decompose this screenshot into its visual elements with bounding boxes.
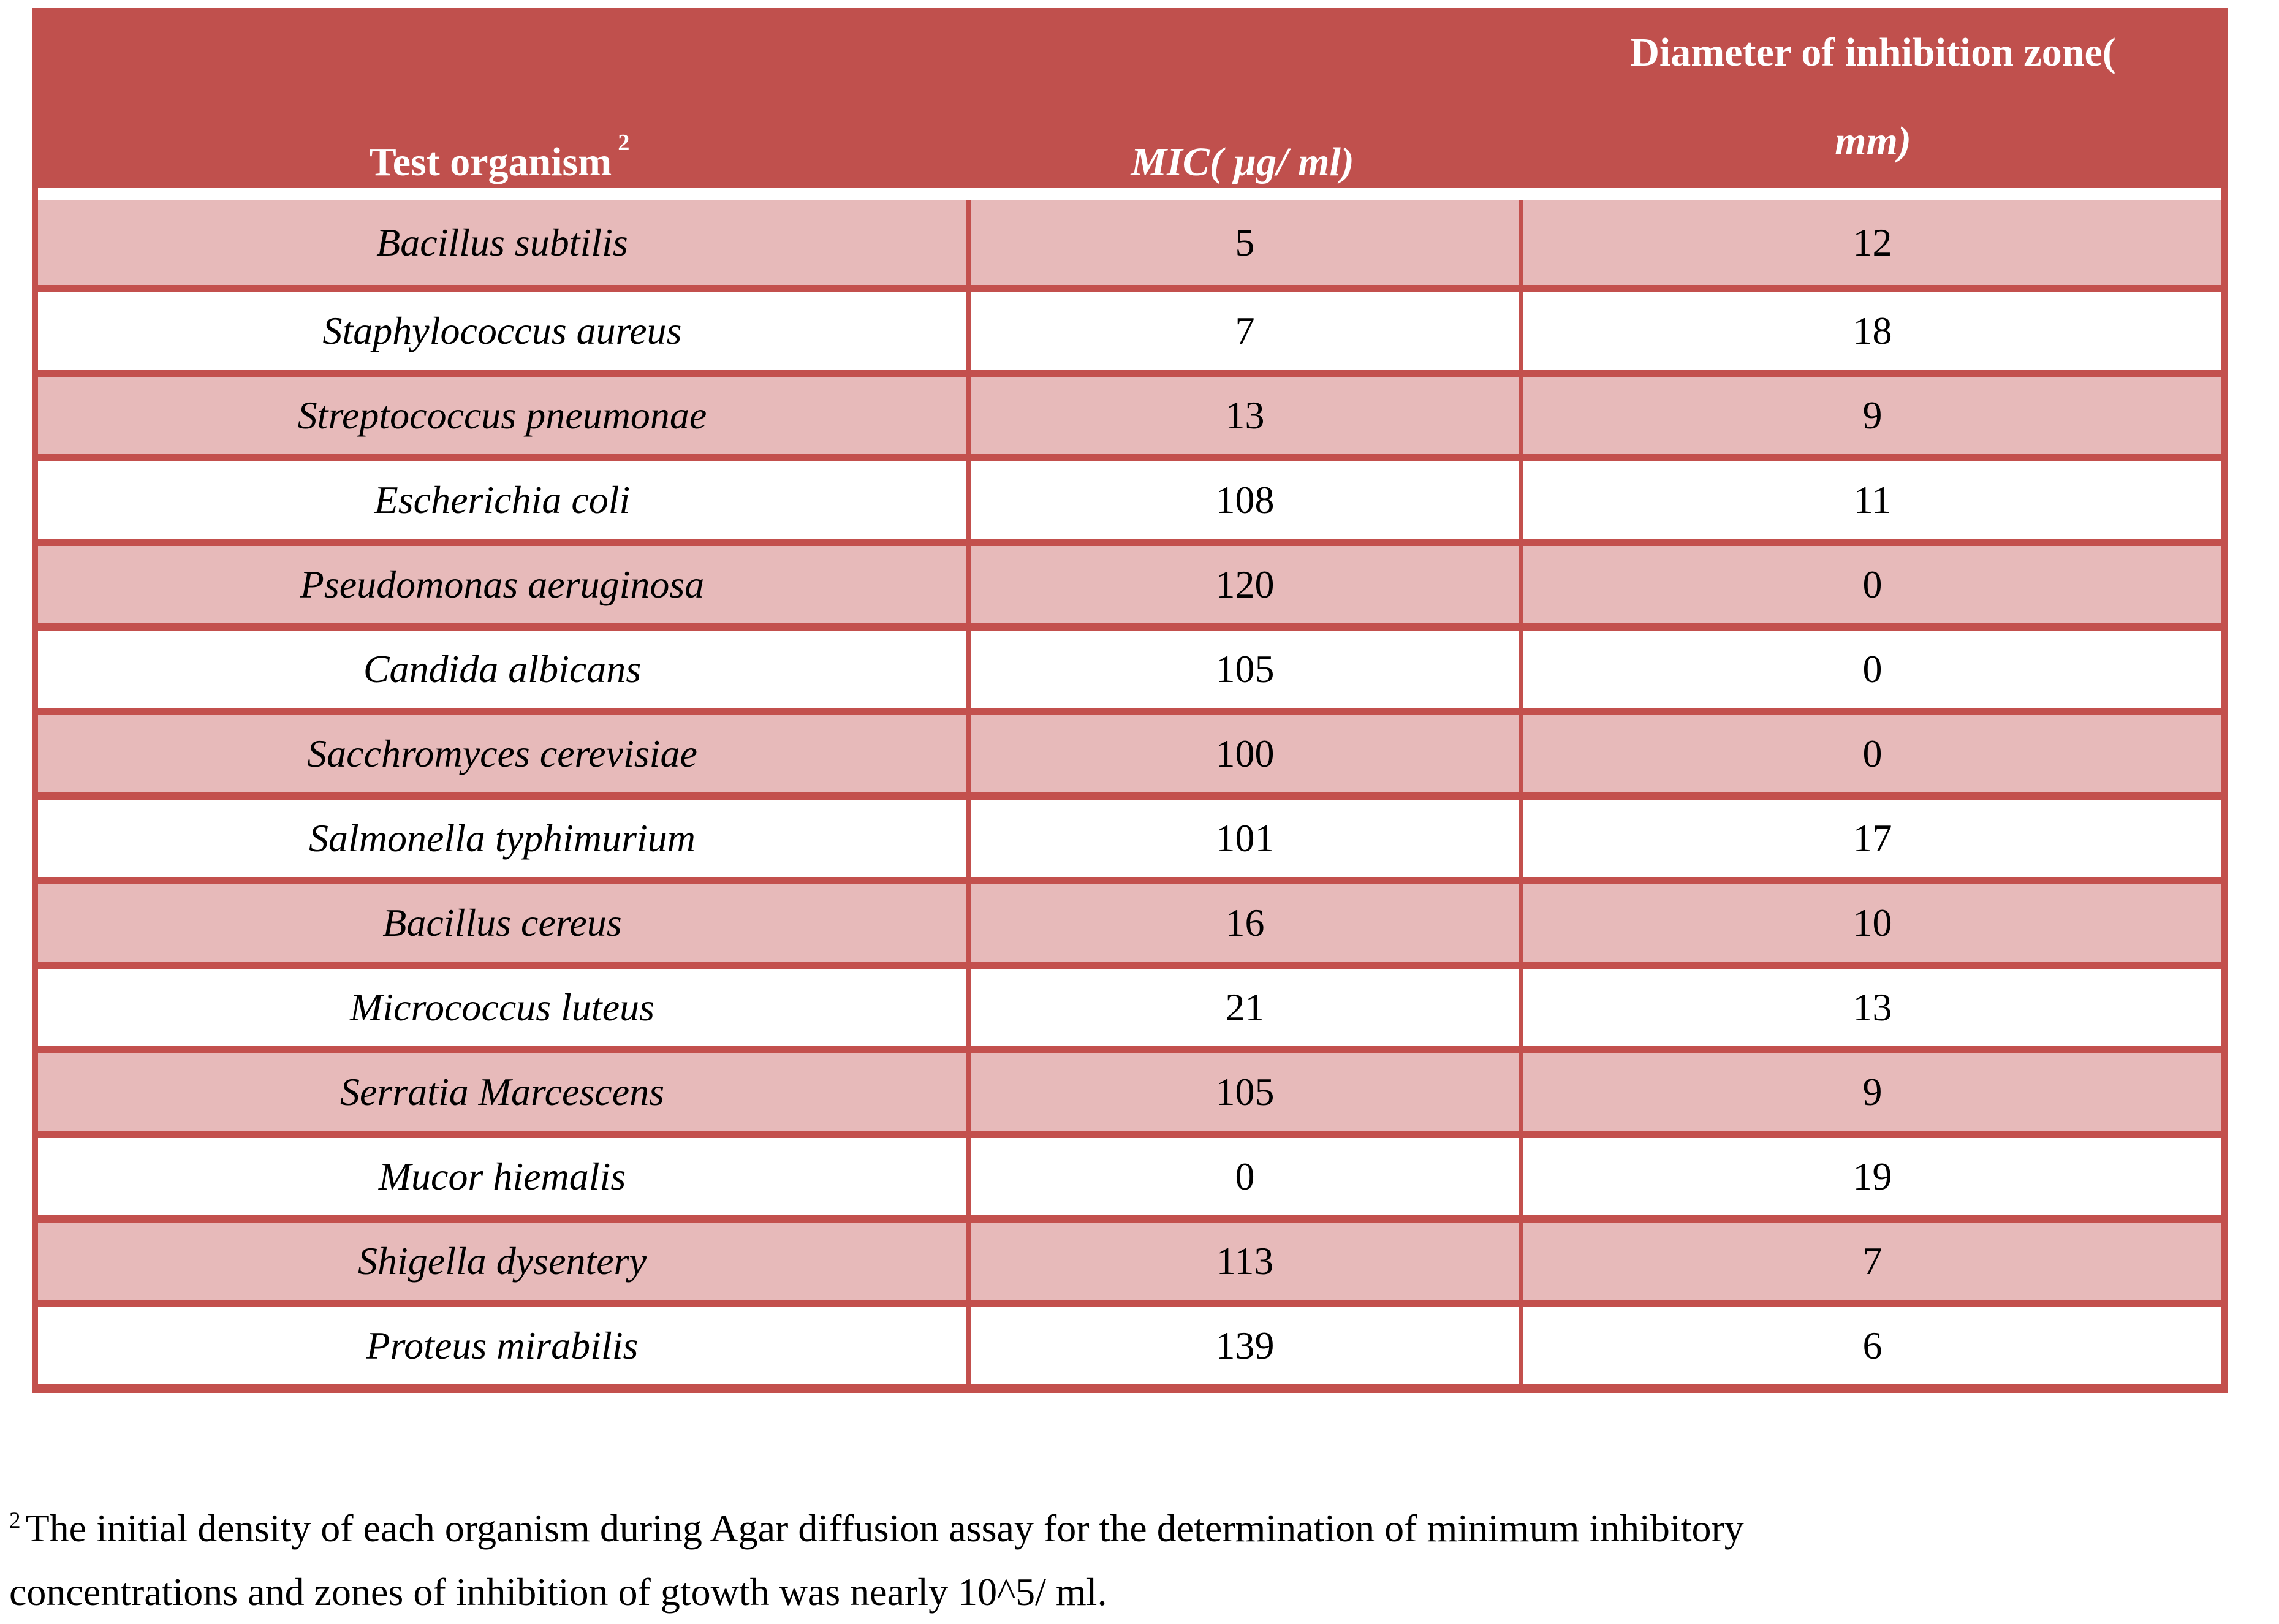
zone-cell: 7 xyxy=(1519,1223,2221,1300)
table-row xyxy=(38,962,2221,1046)
zone-cell: 19 xyxy=(1519,1138,2221,1215)
organism-cell: Mucor hiemalis xyxy=(378,1155,626,1198)
header-mic xyxy=(966,8,1519,202)
header-test-organism-label: Test organism xyxy=(369,140,612,185)
mic-cell: 0 xyxy=(966,1138,1519,1215)
footnote-line-1 xyxy=(9,1497,2273,1560)
organism-cell: Proteus mirabilis xyxy=(366,1324,639,1367)
mic-cell: 5 xyxy=(966,200,1519,285)
table-row xyxy=(38,1300,2221,1384)
organism-cell: Bacillus cereus xyxy=(382,901,622,944)
footnote-text-2: concentrations and zones of inhibition of gtowth was nearly 10^5/ ml. xyxy=(9,1570,1107,1614)
mic-cell: 105 xyxy=(966,631,1519,708)
mic-cell: 105 xyxy=(966,1053,1519,1131)
organism-cell: Salmonella typhimurium xyxy=(308,816,696,860)
table-row xyxy=(38,370,2221,454)
table-row xyxy=(38,877,2221,962)
header-organism-footnote-marker: 2 xyxy=(618,130,630,156)
organism-cell: Bacillus subtilis xyxy=(376,221,628,264)
organism-cell: Escherichia coli xyxy=(374,478,631,522)
mic-cell: 120 xyxy=(966,546,1519,623)
header-mic-label: MIC( µg/ ml) xyxy=(1131,140,1354,185)
mic-cell: 16 xyxy=(966,884,1519,962)
table-row xyxy=(38,1131,2221,1215)
organism-cell: Serratia Marcescens xyxy=(339,1070,665,1114)
zone-cell: 18 xyxy=(1519,292,2221,370)
header-zone-label-line1: Diameter of inhibition zone( xyxy=(1630,30,2116,75)
mic-cell: 13 xyxy=(966,377,1519,454)
table-row xyxy=(38,1215,2221,1300)
organism-cell: Pseudomonas aeruginosa xyxy=(300,563,705,606)
organism-cell: Sacchromyces cerevisiae xyxy=(307,732,697,775)
zone-cell: 13 xyxy=(1519,969,2221,1046)
organism-cell: Streptococcus pneumonae xyxy=(297,393,707,437)
table-row xyxy=(38,539,2221,623)
mic-cell: 21 xyxy=(966,969,1519,1046)
footnote-text-1: The initial density of each organism during Agar diffusion assay for the determination of minimum inhibitory xyxy=(25,1506,1744,1550)
zone-cell: 17 xyxy=(1519,800,2221,877)
table-row xyxy=(38,200,2221,285)
results-table xyxy=(32,8,2228,1393)
organism-cell: Candida albicans xyxy=(363,647,642,691)
organism-cell: Micrococcus luteus xyxy=(349,985,654,1029)
zone-cell: 0 xyxy=(1519,546,2221,623)
zone-cell: 12 xyxy=(1519,200,2221,285)
organism-cell: Shigella dysentery xyxy=(358,1239,647,1283)
zone-cell: 10 xyxy=(1519,884,2221,962)
table-body xyxy=(32,188,2228,1393)
header-inhibition-zone xyxy=(1519,8,2228,202)
mic-cell: 108 xyxy=(966,461,1519,539)
table-row xyxy=(38,1046,2221,1131)
table-row xyxy=(38,285,2221,370)
footnote-marker: 2 xyxy=(9,1508,21,1533)
mic-cell: 139 xyxy=(966,1307,1519,1384)
header-zone-label-line2: mm) xyxy=(1835,119,1911,164)
organism-cell: Staphylococcus aureus xyxy=(322,309,682,352)
zone-cell: 9 xyxy=(1519,1053,2221,1131)
table-row xyxy=(38,792,2221,877)
table-row xyxy=(38,623,2221,708)
zone-cell: 0 xyxy=(1519,631,2221,708)
zone-cell: 0 xyxy=(1519,715,2221,792)
mic-cell: 113 xyxy=(966,1223,1519,1300)
table-row xyxy=(38,454,2221,539)
table-header-row xyxy=(32,8,2228,188)
header-test-organism xyxy=(32,8,966,202)
zone-cell: 9 xyxy=(1519,377,2221,454)
table-footnote xyxy=(9,1497,2273,1624)
mic-cell: 101 xyxy=(966,800,1519,877)
zone-cell: 6 xyxy=(1519,1307,2221,1384)
zone-cell: 11 xyxy=(1519,461,2221,539)
mic-cell: 100 xyxy=(966,715,1519,792)
mic-cell: 7 xyxy=(966,292,1519,370)
table-row xyxy=(38,708,2221,792)
